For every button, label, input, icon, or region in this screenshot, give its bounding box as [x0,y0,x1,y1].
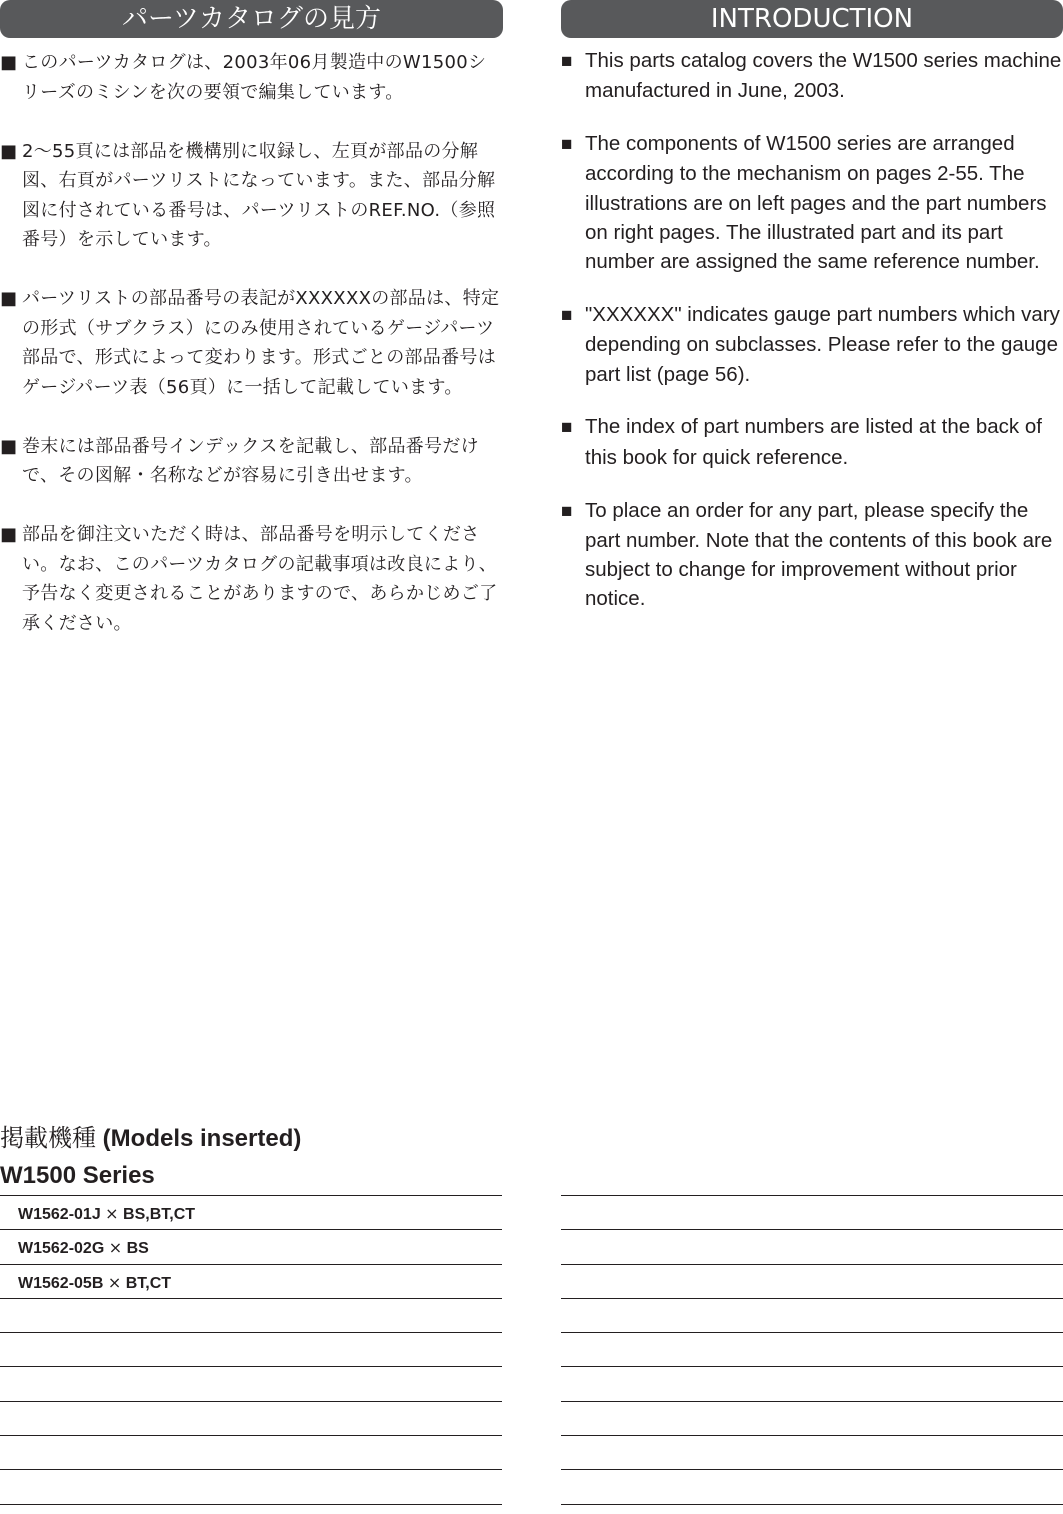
model-row-empty [0,1436,502,1470]
model-row-empty [561,1299,1063,1333]
square-bullet-icon: ■ [561,500,573,522]
model-row-empty [561,1230,1063,1264]
model-row-empty [0,1470,502,1504]
japanese-paragraph: ■ 2～55頁には部品を機構別に収録し、左頁が部品の分解図、右頁がパーツリストになっています。また、部品分解図に付されている番号は、パーツリストのREF.NO.（参照番号）を示しています。 [0,137,503,255]
model-row: W1562-02G × BS [0,1230,502,1264]
english-paragraph-list [561,46,1063,614]
japanese-paragraph: ■ 部品を御注文いただく時は、部品番号を明示してください。なお、このパーツカタログの記載事項は改良により、予告なく変更されることがありますので、あらかじめご了承ください。 [0,520,503,638]
japanese-title: パーツカタログの見方 [0,0,503,38]
model-row-empty [561,1196,1063,1230]
model-row-empty [0,1299,502,1333]
times-icon: × [108,1238,123,1258]
english-paragraph: ■ This parts catalog covers the W1500 series machine manufactured in June, 2003. [561,49,1062,103]
english-paragraph: ■ The index of part numbers are listed at the back of this book for quick reference. [561,415,1042,469]
square-bullet-icon: ■ [0,524,18,545]
japanese-paragraph: ■ 巻末には部品番号インデックスを記載し、部品番号だけで、その図解・名称などが容易に引き出せます。 [0,432,503,491]
square-bullet-icon: ■ [561,51,573,72]
model-row-empty [561,1333,1063,1367]
model-row-empty [561,1436,1063,1470]
english-paragraph: ■ "XXXXXX" indicates gauge part numbers which vary depending on subclasses. Please refer to the gauge part list (page 56). [561,303,1060,386]
model-row-empty [0,1367,502,1401]
square-bullet-icon: ■ [561,134,573,156]
japanese-paragraph-list [0,48,503,638]
square-bullet-icon: ■ [0,435,18,457]
square-bullet-icon: ■ [561,305,573,327]
model-row-empty [561,1402,1063,1436]
square-bullet-icon: ■ [0,140,18,162]
model-row-empty [561,1265,1063,1299]
times-icon: × [105,1204,119,1223]
english-paragraph: ■ To place an order for any part, please specify the part number. Note that the contents of this book are subject to change for improvement without prior notice. [561,498,1053,611]
english-paragraph: ■ The components of W1500 series are arranged according to the mechanism on pages 2-55. The illustrations are on left pages and the part numbers on right pages. The illustrated part and its part number are assigned the same reference number. [561,132,1047,274]
times-icon: × [107,1272,122,1292]
model-row-empty [0,1402,502,1436]
japanese-paragraph: ■ パーツリストの部品番号の表記がXXXXXXの部品は、特定の形式（サブクラス）にのみ使用されているゲージパーツ部品で、形式によって変わります。形式ごとの部品番号はゲージパーツ表（56頁）に一括して記載しています。 [0,284,503,402]
model-row: W1562-05B × BT,CT [0,1265,502,1299]
models-table-right [561,1195,1063,1505]
model-row-empty [561,1367,1063,1401]
model-row-empty [561,1470,1063,1504]
square-bullet-icon: ■ [561,417,573,439]
square-bullet-icon: ■ [0,52,18,73]
japanese-paragraph: ■ このパーツカタログは、2003年06月製造中のW1500シリーズのミシンを次の要領で編集しています。 [0,48,503,107]
series-title: W1500 Series [0,1162,155,1189]
model-row: W1562-01J × BS,BT,CT [0,1196,502,1230]
models-title-jp: 掲載機種 [0,1125,96,1152]
english-column [561,0,1063,637]
models-title [0,1122,301,1156]
japanese-column [0,0,503,668]
models-title-en: (Models inserted) [102,1125,302,1152]
model-row-empty [0,1333,502,1367]
english-title: INTRODUCTION [561,0,1063,38]
square-bullet-icon: ■ [0,288,18,309]
models-table-left [0,1195,502,1505]
